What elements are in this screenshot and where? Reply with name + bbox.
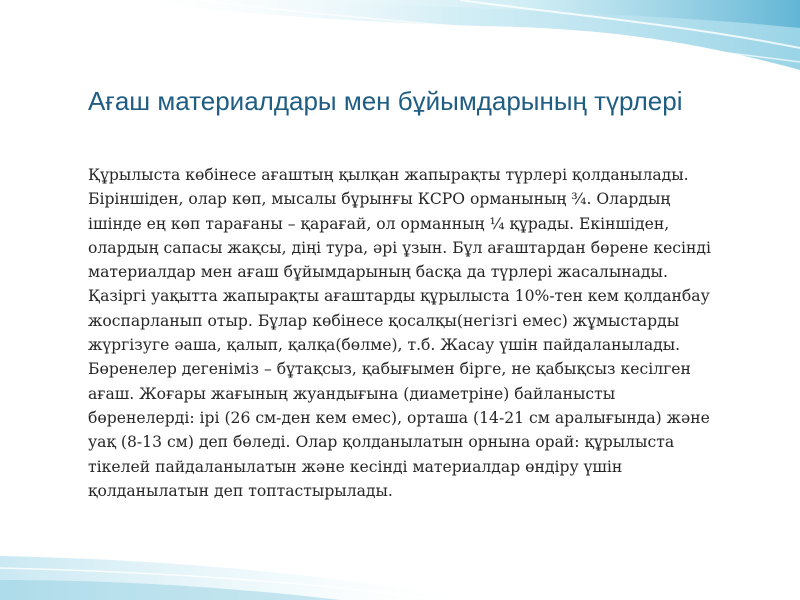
slide-title: Ағаш материалдары мен бұйымдарының түрлері (88, 86, 683, 116)
slide-body-text (88, 163, 778, 503)
body-line: ағаш. Жоғары жағының жуандығына (диаметріне) байланысты (88, 384, 616, 403)
body-line: Құрылыста көбінесе ағаштың қылқан жапырақты түрлері қолданылады. (88, 166, 689, 184)
body-line: Бөренелер дегеніміз – бұтақсыз, қабығымен бірге, не қабықсыз кесілген (88, 360, 691, 379)
body-line: қолданылатын деп топтастырылады. (88, 481, 393, 500)
body-line: тікелей пайдаланылатын және кесінді материалдар өндіру үшін (88, 457, 623, 476)
body-line: бөренелерді: ірі (26 см-ден кем емес), орташа (14-21 см аралығында) және (88, 408, 710, 427)
body-line: уақ (8-13 см) деп бөледі. Олар қолданылатын орнына орай: құрылыста (88, 433, 675, 452)
body-line: жүргізуге әаша, қалып, қалқа(бөлме), т.б. Жасау үшін пайдаланылады. (88, 336, 681, 355)
body-line: ішінде ең көп тарағаны – қарағай, ол орманның ¼ құрады. Екіншіден, (88, 214, 670, 233)
body-line: Біріншіден, олар көп, мысалы бұрынғы КСРО орманының ¾. Олардың (88, 190, 671, 209)
body-line: Қазіргі уақытта жапырақты ағаштарды құрылыста 10%-тен кем қолданбау (88, 287, 710, 306)
body-line: олардың сапасы жақсы, діңі тура, әрі ұзын. Бұл ағаштардан бөрене кесінді (88, 238, 712, 257)
body-line: материалдар мен ағаш бұйымдарының басқа да түрлері жасалынады. (88, 263, 668, 282)
body-line: жоспарланып отыр. Бұлар көбінесе қосалқы(негізгі емес) жұмыстарды (88, 311, 680, 330)
